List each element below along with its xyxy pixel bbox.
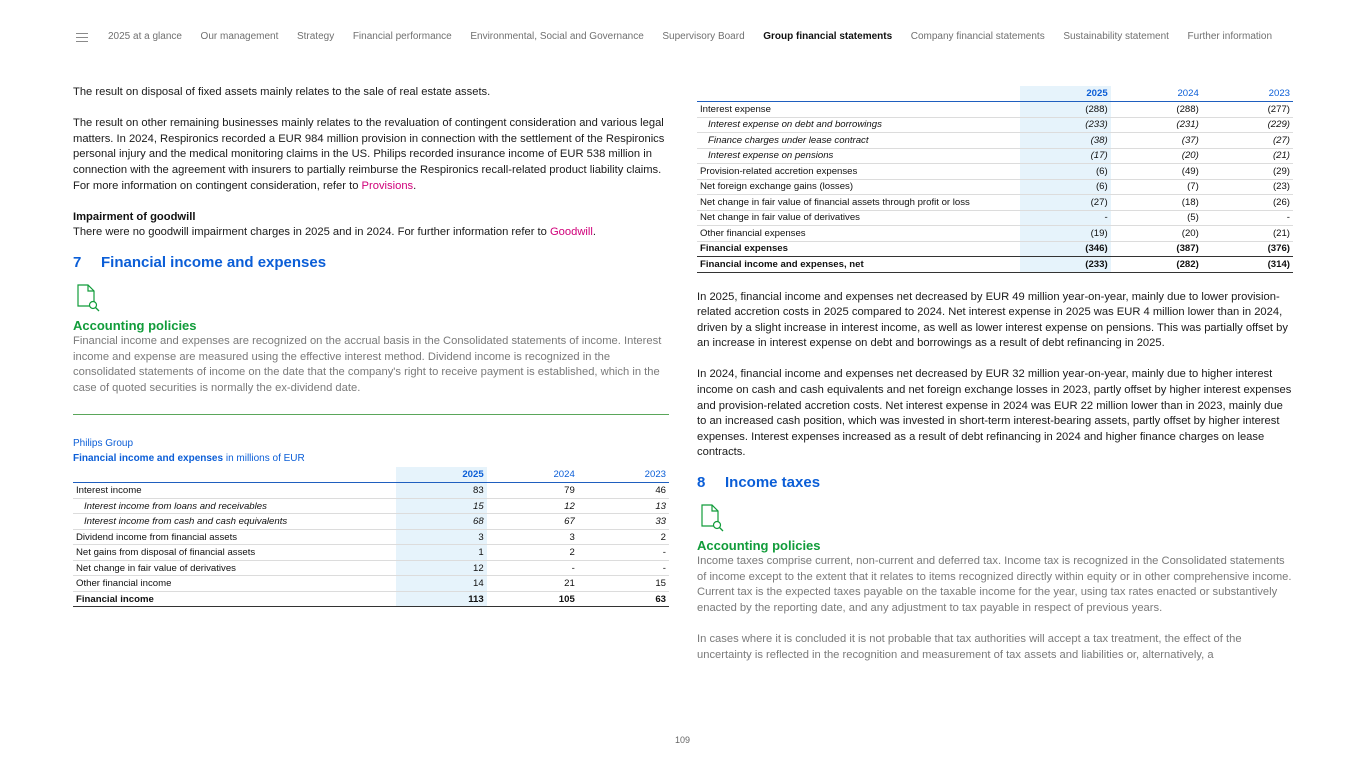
cell-value: (314) — [1202, 257, 1293, 273]
section-heading-income-taxes — [697, 473, 1293, 493]
cell-value: 79 — [487, 483, 578, 499]
row-label: Net foreign exchange gains (losses) — [697, 179, 1020, 195]
table-title-bold: Financial income and expenses — [73, 453, 224, 465]
cell-value: (23) — [1202, 179, 1293, 195]
cell-value: (20) — [1111, 148, 1202, 164]
cell-value: 15 — [578, 576, 669, 592]
cell-value: 68 — [396, 514, 487, 530]
analysis-2024-paragraph: In 2024, financial income and expenses net decreased by EUR 32 million year-on-year, mainly due to higher interest income on cash and cash equivalents and net foreign exchange losses in 2023, partly offset by higher interest expenses and provision-related accretion costs. Net interest expense in 2024 was EUR 22 million lower than in 2023, mainly due to an increased cash position, which was invested in short-term interest-bearing assets, partly offset by higher interest expenses. Interest expenses increased as a result of debt refinancing in 2024 and higher finance charges on lease contracts. — [697, 368, 1292, 459]
goodwill-paragraph — [73, 225, 669, 241]
cell-value: (6) — [1020, 179, 1111, 195]
row-label: Other financial income — [73, 576, 396, 592]
row-label: Net change in fair value of derivatives — [73, 560, 396, 576]
row-label: Dividend income from financial assets — [73, 529, 396, 545]
year-header: 2025 — [396, 467, 487, 483]
cell-value: (21) — [1202, 226, 1293, 242]
cell-value: (49) — [1111, 164, 1202, 180]
table-row — [73, 576, 669, 592]
year-header: 2024 — [1111, 86, 1202, 102]
cell-value: (231) — [1111, 117, 1202, 133]
nav-item[interactable]: Financial performance — [352, 31, 452, 42]
year-header: 2023 — [578, 467, 669, 483]
table-row — [73, 529, 669, 545]
section-divider — [73, 414, 669, 415]
cell-value: (21) — [1202, 148, 1293, 164]
year-header: 2024 — [487, 467, 578, 483]
financial-income-table — [73, 467, 669, 607]
section-title: Income taxes — [725, 474, 821, 492]
cell-value: (27) — [1202, 133, 1293, 149]
nav-item[interactable]: Sustainability statement — [1063, 31, 1169, 42]
table-row — [697, 164, 1293, 180]
table-row — [697, 117, 1293, 133]
cell-value: (346) — [1020, 241, 1111, 257]
cell-value: (277) — [1202, 102, 1293, 118]
cell-value: (6) — [1020, 164, 1111, 180]
document-search-icon — [73, 283, 103, 313]
goodwill-link[interactable]: Goodwill — [549, 226, 593, 239]
cell-value: 12 — [487, 498, 578, 514]
document-search-icon — [697, 503, 727, 533]
cell-value: 21 — [487, 576, 578, 592]
nav-item[interactable]: Environmental, Social and Governance — [470, 31, 644, 42]
cell-value: 113 — [396, 591, 487, 607]
table-row — [697, 210, 1293, 226]
cell-value: 63 — [578, 591, 669, 607]
hamburger-menu-icon[interactable] — [76, 33, 88, 43]
analysis-2025-paragraph: In 2025, financial income and expenses net decreased by EUR 49 million year-on-year, mainly due to lower provision-related accretion costs in 2025 compared to 2024. Net interest expense in 2025 was EUR 4 million lower than in 2024, driven by a slight increase in interest income, as well as lower interest expense on pensions. This was partially offset by an increase in interest expense on debt and borrowings as a result of debt refinancing in 2025. — [697, 290, 1288, 350]
table-row — [697, 133, 1293, 149]
table-row — [697, 195, 1293, 211]
cell-value: (17) — [1020, 148, 1111, 164]
cell-value: 83 — [396, 483, 487, 499]
cell-value: - — [1202, 210, 1293, 226]
nav-item[interactable]: Supervisory Board — [662, 31, 745, 42]
table-title — [73, 451, 669, 466]
cell-value: (37) — [1111, 133, 1202, 149]
cell-value: (282) — [1111, 257, 1202, 273]
cell-value: - — [1020, 210, 1111, 226]
cell-value: (288) — [1111, 102, 1202, 118]
table-row — [697, 179, 1293, 195]
nav-items — [108, 30, 1291, 44]
goodwill-text: There were no goodwill impairment charges in 2025 and in 2024. For further information refer to — [73, 226, 550, 239]
cell-value: (27) — [1020, 195, 1111, 211]
cell-value: - — [578, 545, 669, 561]
nav-item[interactable]: Company financial statements — [910, 31, 1045, 42]
cell-value: (376) — [1202, 241, 1293, 257]
table-row — [697, 102, 1293, 118]
nav-item[interactable]: Strategy — [296, 31, 335, 42]
cell-value: 2 — [487, 545, 578, 561]
header-blank — [697, 86, 1020, 102]
cell-value: 46 — [578, 483, 669, 499]
cell-value: (387) — [1111, 241, 1202, 257]
table-row — [73, 545, 669, 561]
nav-item[interactable]: 2025 at a glance — [108, 31, 182, 42]
accounting-policies-heading: Accounting policies — [697, 538, 821, 554]
cell-value: 3 — [396, 529, 487, 545]
header-blank — [73, 467, 396, 483]
cell-value: 12 — [396, 560, 487, 576]
other-businesses-paragraph — [73, 116, 669, 194]
table-row — [697, 226, 1293, 242]
nav-item[interactable]: Our management — [200, 31, 279, 42]
right-column — [697, 85, 1293, 663]
row-label: Financial income — [73, 591, 396, 607]
cell-value: (5) — [1111, 210, 1202, 226]
table-row — [73, 483, 669, 499]
table-row — [73, 560, 669, 576]
cell-value: 3 — [487, 529, 578, 545]
cell-value: 1 — [396, 545, 487, 561]
section-number: 8 — [697, 474, 706, 492]
table-row — [697, 241, 1293, 257]
disposal-paragraph: The result on disposal of fixed assets mainly relates to the sale of real estate assets. — [73, 86, 491, 98]
page-number: 109 — [674, 735, 691, 745]
section-heading-financial-income — [73, 253, 669, 273]
cell-value: (19) — [1020, 226, 1111, 242]
cell-value: (229) — [1202, 117, 1293, 133]
row-label: Finance charges under lease contract — [697, 133, 1020, 149]
row-label: Interest income — [73, 483, 396, 499]
row-label: Net change in fair value of derivatives — [697, 210, 1020, 226]
cell-value: (38) — [1020, 133, 1111, 149]
row-label: Interest expense on debt and borrowings — [697, 117, 1020, 133]
cell-value: (288) — [1020, 102, 1111, 118]
row-label: Other financial expenses — [697, 226, 1020, 242]
other-businesses-text: The result on other remaining businesses mainly relates to the revaluation of contingent consideration and various legal matters. In 2024, Respironics recorded a EUR 984 million provision in connection with the settlement of the Respironics personal injury and the medical monitoring claims in the US. Philips recorded insurance income of EUR 538 million in connection with the agreement with insurers to partially reimburse the Respironics recall-related product liability claims. For more information on contingent consideration, refer to — [73, 117, 665, 192]
row-label: Net gains from disposal of financial assets — [73, 545, 396, 561]
cell-value: (233) — [1020, 257, 1111, 273]
row-label: Financial expenses — [697, 241, 1020, 257]
cell-value: (233) — [1020, 117, 1111, 133]
section-title: Financial income and expenses — [101, 253, 327, 271]
row-label: Interest income from loans and receivables — [73, 498, 396, 514]
goodwill-heading: Impairment of goodwill — [73, 210, 196, 223]
period: . — [413, 179, 417, 192]
provisions-link[interactable]: Provisions — [361, 179, 414, 192]
period: . — [592, 226, 596, 239]
top-navigation — [0, 0, 1365, 74]
accounting-policies-text: Financial income and expenses are recognized on the accrual basis in the Consolidated statements of income. Interest income and expense are measured using the effective interest method. Dividend income is recognized in the consolidated statements of income on the date that the company's right to receive payment is established, which in the case of quoted securities is normally the ex-dividend date. — [73, 334, 662, 394]
table-caption — [73, 436, 669, 466]
table-row — [73, 498, 669, 514]
cell-value: (18) — [1111, 195, 1202, 211]
cell-value: - — [578, 560, 669, 576]
cell-value: - — [487, 560, 578, 576]
table-row — [73, 591, 669, 607]
cell-value: (7) — [1111, 179, 1202, 195]
row-label: Interest income from cash and cash equivalents — [73, 514, 396, 530]
cell-value: 33 — [578, 514, 669, 530]
nav-item[interactable]: Further information — [1187, 31, 1273, 42]
left-column — [73, 85, 669, 607]
cell-value: 13 — [578, 498, 669, 514]
cell-value: 2 — [578, 529, 669, 545]
accounting-policies-heading: Accounting policies — [73, 317, 197, 333]
table-title-unit: in millions of EUR — [223, 453, 305, 465]
section-number: 7 — [73, 253, 82, 271]
table-row — [73, 514, 669, 530]
income-tax-policy-text: Income taxes comprise current, non-current and deferred tax. Income tax is recognized in the Consolidated statements of income except to the extent that it relates to items recognized directly within equity or in other comprehensive income. Current tax is the expected taxes payable on the taxable income for the year, using tax rates enacted or substantively enacted by the reporting date, and any adjustment to tax payable in respect of previous years. — [697, 555, 1292, 614]
financial-expenses-table — [697, 86, 1293, 273]
cell-value: 105 — [487, 591, 578, 607]
row-label: Provision-related accretion expenses — [697, 164, 1020, 180]
row-label: Financial income and expenses, net — [697, 257, 1020, 273]
table-company: Philips Group — [73, 438, 134, 450]
cell-value: (26) — [1202, 195, 1293, 211]
nav-item[interactable]: Group financial statements — [763, 31, 893, 42]
cell-value: (20) — [1111, 226, 1202, 242]
cell-value: 67 — [487, 514, 578, 530]
income-tax-uncertainty-text: In cases where it is concluded it is not probable that tax authorities will accept a tax treatment, the effect of the uncertainty is reflected in the recognition and measurement of tax assets and liabilities or, alternatively, a — [697, 633, 1242, 661]
year-header: 2025 — [1020, 86, 1111, 102]
cell-value: 14 — [396, 576, 487, 592]
cell-value: 15 — [396, 498, 487, 514]
row-label: Net change in fair value of financial assets through profit or loss — [697, 195, 1020, 211]
table-row — [697, 148, 1293, 164]
year-header: 2023 — [1202, 86, 1293, 102]
cell-value: (29) — [1202, 164, 1293, 180]
row-label: Interest expense — [697, 102, 1020, 118]
row-label: Interest expense on pensions — [697, 148, 1020, 164]
table-row — [697, 257, 1293, 273]
